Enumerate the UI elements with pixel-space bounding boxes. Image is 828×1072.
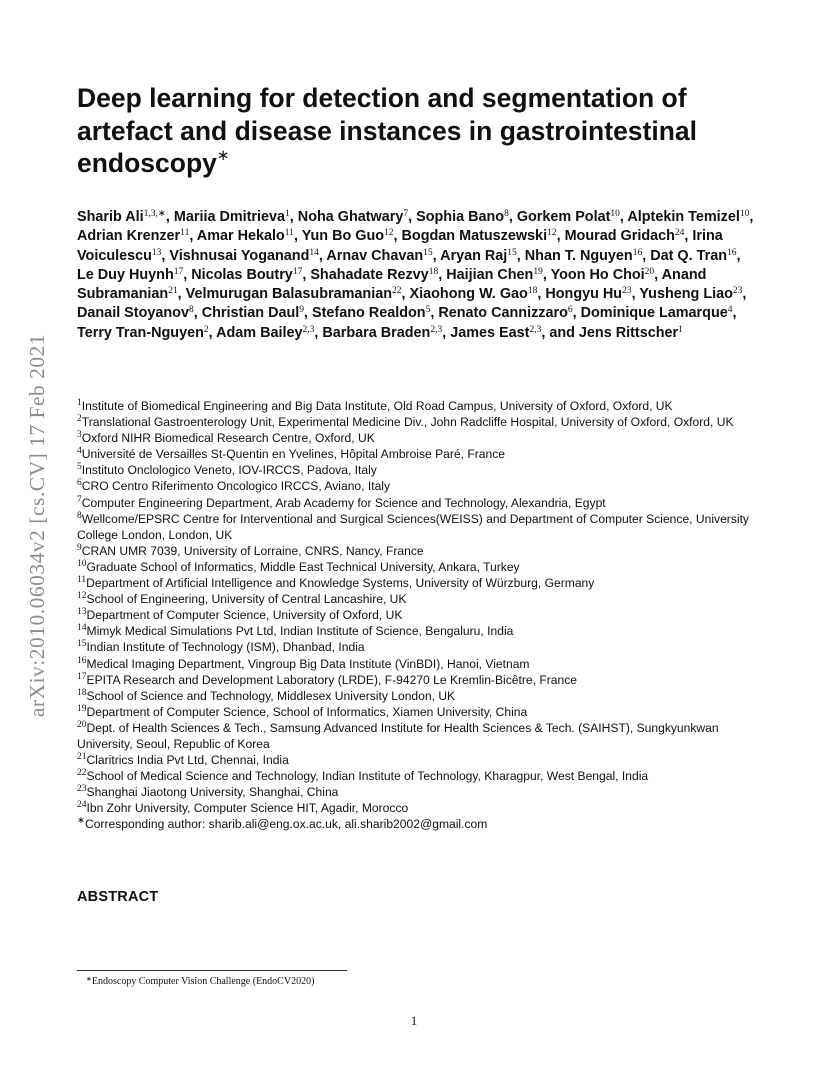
author-entry (302, 228, 394, 244)
affiliation-text: Department of Computer Science, School of Informatics, Xiamen University, China (86, 704, 528, 719)
affiliation-item (77, 430, 762, 446)
author-affiliation-marker: 10 (739, 209, 750, 219)
affiliation-item (77, 575, 762, 591)
author-name: Yoon Ho Choi (550, 266, 645, 283)
affiliation-number: 24 (77, 800, 87, 811)
affiliation-number: 15 (77, 639, 87, 650)
author-entry (545, 286, 631, 302)
author-affiliation-marker: 15 (423, 247, 433, 258)
affiliation-item (77, 784, 762, 800)
author-entry (169, 248, 318, 264)
affiliation-item (77, 543, 762, 559)
author-affiliation-marker: 1 (285, 209, 290, 219)
affiliation-number: 2 (77, 414, 82, 425)
author-affiliation-marker: 18 (527, 286, 538, 297)
author-entry (581, 305, 733, 321)
affiliation-number: 18 (77, 687, 87, 698)
affiliation-text: Oxford NIHR Biomedical Research Centre, Oxford, UK (81, 431, 375, 446)
author-entry (77, 325, 209, 341)
affiliation-text: Université de Versailles St-Quentin en Yvelines, Hôpital Ambroise Paré, France (81, 447, 506, 462)
author-entry (326, 248, 432, 264)
affiliation-item (77, 688, 762, 704)
author-affiliation-marker: 5 (425, 305, 431, 316)
author-separator: , (749, 209, 754, 225)
affiliation-number: 7 (77, 494, 82, 505)
affiliation-item (77, 446, 762, 462)
author-entry (77, 305, 194, 321)
affiliation-text: Instituto Onclologico Veneto, IOV-IRCCS, Padova, Italy (81, 463, 377, 478)
affiliation-item (77, 720, 762, 752)
affiliation-item (77, 607, 762, 623)
author-affiliation-marker: 23 (732, 286, 743, 297)
author-entry (174, 209, 290, 225)
author-name: Irina Voiculescu (77, 228, 723, 264)
affiliation-number: 11 (77, 575, 87, 586)
author-separator: , (736, 247, 741, 264)
author-entry (186, 286, 402, 302)
affiliation-number: 10 (77, 558, 87, 569)
author-affiliation-marker: 6 (567, 305, 573, 316)
author-affiliation-marker: 21 (168, 286, 178, 297)
author-affiliation-marker: 13 (151, 247, 162, 258)
affiliation-text: Translational Gastroenterology Unit, Experimental Medicine Div., John Radcliffe Hospital, University of Oxford, Oxford, UK (81, 415, 734, 430)
author-name: Amar Hekalo (196, 228, 285, 245)
affiliation-text: Dept. of Health Sciences & Tech., Samsung Advanced Institute for Health Sciences & Tech. (SAIHST), Sungkyunkwan University, Seoul, Republic of Korea (77, 720, 719, 751)
author-separator: , (556, 228, 565, 245)
author-name: Adrian Krenzer (77, 228, 181, 245)
author-affiliation-marker: 16 (727, 247, 737, 258)
author-name: Danail Stoyanov (77, 305, 189, 322)
affiliation-item (77, 559, 762, 575)
author-name: Arnav Chavan (326, 247, 424, 264)
author-separator: , (732, 305, 737, 322)
author-separator: , (177, 286, 186, 303)
author-affiliation-marker: 16 (632, 247, 643, 258)
author-entry (191, 267, 302, 283)
author-name: Hongyu Hu (545, 286, 623, 303)
author-name: Xiaohong W. Gao (409, 286, 528, 303)
author-entry (438, 305, 572, 321)
author-name: Vishnusai Yoganand (169, 247, 310, 264)
affiliation-text: School of Science and Technology, Middlesex University London, UK (86, 688, 456, 703)
author-affiliation-marker: 8 (504, 209, 509, 219)
author-separator: , (189, 228, 197, 245)
affiliation-number: 19 (77, 703, 87, 714)
author-name: Gorkem Polat (516, 209, 611, 225)
affiliation-item (77, 414, 762, 430)
author-separator: , (289, 209, 298, 225)
author-affiliation-marker: 2 (203, 324, 209, 335)
affiliation-item (77, 462, 762, 478)
author-entry (216, 325, 314, 341)
author-name: Anand Subramanian (77, 266, 707, 303)
footnote (86, 976, 314, 987)
author-name: Haijian Chen (446, 266, 534, 283)
abstract-heading: ABSTRACT (77, 889, 159, 905)
affiliation-number: 14 (77, 623, 87, 634)
affiliation-number: 12 (77, 591, 87, 602)
affiliation-number: 9 (77, 542, 82, 553)
author-separator: , (314, 324, 323, 341)
author-separator: , (293, 228, 302, 245)
affiliation-text: CRO Centro Riferimento Oncologico IRCCS, Aviano, Italy (81, 479, 391, 494)
author-entry (525, 248, 642, 264)
author-separator: , (430, 305, 439, 322)
affiliation-text: CRAN UMR 7039, University of Lorraine, CNRS, Nancy, France (81, 543, 424, 558)
author-entry (197, 228, 294, 244)
author-separator: , (408, 209, 417, 225)
affiliation-text: EPITA Research and Development Laboratory (LRDE), F-94270 Le Kremlin-Bicêtre, France (86, 672, 577, 687)
author-name: Renato Cannizzaro (438, 305, 568, 322)
author-separator: , (393, 228, 402, 245)
affiliation-item (77, 768, 762, 784)
author-separator: , (438, 266, 447, 283)
affiliation-text: Institute of Biomedical Engineering and Big Data Institute, Old Road Campus, University of Oxford, Oxford, UK (81, 399, 673, 413)
author-entry (402, 228, 557, 244)
affiliation-item (77, 656, 762, 672)
title-footnote-mark: ∗ (216, 148, 230, 164)
affiliation-number: 17 (77, 671, 87, 682)
affiliation-item (77, 591, 762, 607)
author-entry (650, 248, 736, 264)
author-affiliation-marker: 24 (674, 228, 685, 239)
author-separator: , (537, 286, 546, 303)
author-affiliation-marker: 11 (284, 228, 294, 239)
affiliation-text: Wellcome/EPSRC Centre for Interventional and Surgical Sciences(WEISS) and Department of Computer Science, University College London, London, UK (77, 511, 749, 542)
affiliation-item (77, 623, 762, 639)
author-name: Mariia Dmitrieva (173, 209, 286, 225)
author-name: Adam Bailey (216, 324, 303, 341)
affiliation-item (77, 752, 762, 768)
author-name: Nhan T. Nguyen (524, 247, 633, 264)
author-separator: , (432, 247, 441, 264)
author-entry (551, 267, 655, 283)
author-entry (312, 305, 430, 321)
author-entry (410, 286, 538, 302)
author-entry (579, 325, 683, 341)
affiliation-number: 4 (77, 446, 82, 457)
author-name: Sophia Bano (416, 209, 505, 225)
author-entry (322, 325, 442, 341)
affiliation-number: 23 (77, 784, 87, 795)
author-affiliation-marker: 20 (644, 266, 655, 277)
author-separator: , (642, 247, 651, 264)
footnote-divider (77, 970, 347, 971)
author-entry (565, 228, 685, 244)
author-separator: , (508, 209, 517, 225)
author-entry (202, 305, 304, 321)
affiliation-number: 1 (77, 398, 82, 408)
author-affiliation-marker: 1,3,∗ (143, 209, 166, 219)
author-entry (639, 286, 742, 302)
author-separator: , (161, 247, 170, 264)
author-separator: , (572, 305, 581, 322)
author-entry (627, 209, 749, 225)
author-entry (77, 209, 166, 225)
paper-title-text: Deep learning for detection and segmentation of artefact and disease instances in gastrointestinal endoscopy (77, 83, 698, 178)
author-separator: , (619, 209, 628, 225)
author-separator: , (318, 247, 327, 264)
author-name: Shahadate Rezvy (310, 266, 429, 283)
author-separator: , (631, 286, 640, 303)
author-separator: , (684, 228, 693, 245)
author-affiliation-marker: 9 (299, 305, 305, 316)
affiliation-text: Ibn Zohr University, Computer Science HIT, Agadir, Morocco (86, 801, 409, 816)
paper-title (77, 82, 777, 180)
author-affiliation-marker: 17 (292, 266, 303, 277)
affiliation-number: 22 (77, 768, 87, 779)
author-affiliation-marker: 8 (188, 305, 194, 316)
author-name: Dat Q. Tran (650, 247, 727, 264)
affiliation-text: Medical Imaging Department, Vingroup Big Data Institute (VinBDI), Hanoi, Vietnam (86, 656, 530, 671)
affiliation-list (77, 398, 762, 833)
author-affiliation-marker: 14 (309, 247, 319, 258)
author-separator: , (183, 266, 192, 283)
affiliation-text: Computer Engineering Department, Arab Academy for Science and Technology, Alexandria, Egypt (81, 495, 606, 510)
author-affiliation-marker: 23 (622, 286, 632, 297)
author-entry (416, 209, 509, 225)
affiliation-text: Claritrics India Pvt Ltd, Chennai, India (86, 753, 289, 768)
author-separator: , (302, 266, 311, 283)
author-separator: , (304, 305, 313, 322)
author-entry (77, 228, 189, 244)
author-affiliation-marker: 18 (428, 266, 439, 277)
affiliation-item (77, 495, 762, 511)
corresponding-author (77, 816, 762, 832)
author-separator: , (401, 286, 410, 303)
author-name: Christian Daul (201, 305, 300, 322)
author-name: Dominique Lamarque (580, 305, 728, 322)
author-entry (446, 267, 543, 283)
author-separator: , (542, 266, 551, 283)
affiliation-item (77, 672, 762, 688)
affiliation-number: 6 (77, 478, 82, 489)
author-name: Yun Bo Guo (301, 228, 385, 245)
affiliation-item (77, 704, 762, 720)
footnote-text: Endoscopy Computer Vision Challenge (EndoCV2020) (91, 976, 315, 987)
affiliation-item (77, 511, 762, 543)
author-list (77, 208, 757, 343)
affiliation-text: School of Medical Science and Technology, Indian Institute of Technology, Kharagpur, West Bengal, India (86, 769, 649, 784)
author-affiliation-marker: 22 (392, 286, 402, 297)
affiliation-text: Department of Artificial Intelligence and Knowledge Systems, University of Würzburg, Germany (86, 576, 595, 591)
author-affiliation-marker: 7 (403, 209, 409, 219)
author-affiliation-marker: 19 (533, 266, 543, 277)
affiliation-number: 3 (77, 430, 82, 441)
affiliation-number: 5 (77, 462, 82, 473)
affiliation-number: 21 (77, 752, 87, 763)
author-affiliation-marker: 1 (678, 324, 683, 335)
affiliation-number: 8 (77, 510, 82, 521)
author-name: Sharib Ali (77, 209, 144, 225)
author-affiliation-marker: 2,3 (302, 324, 315, 335)
author-entry (440, 248, 517, 264)
affiliation-text: School of Engineering, University of Central Lancashire, UK (86, 592, 407, 607)
arxiv-identifier-text: arXiv:2010.06034v2 [cs.CV] 17 Feb 2021 (25, 333, 50, 717)
author-separator: , (165, 209, 174, 225)
author-name: Mourad Gridach (564, 228, 675, 245)
author-name: James East (450, 324, 530, 341)
author-name: Nicolas Boutry (191, 266, 293, 283)
author-name: Velmurugan Balasubramanian (185, 286, 393, 303)
footnote-mark: ∗ (86, 975, 92, 983)
author-affiliation-marker: 17 (173, 266, 184, 277)
affiliation-item (77, 478, 762, 494)
author-name: Barbara Braden (322, 324, 431, 341)
author-separator: , (742, 286, 747, 303)
author-separator: , (208, 324, 217, 341)
author-separator: , and (541, 324, 579, 341)
author-affiliation-marker: 2,3 (430, 324, 443, 335)
corresponding-text: Corresponding author: sharib.ali@eng.ox.ac.uk, ali.sharib2002@gmail.com (84, 817, 488, 832)
author-name: Stefano Realdon (312, 305, 426, 322)
author-entry (298, 209, 408, 225)
author-entry (77, 267, 183, 283)
author-affiliation-marker: 12 (547, 228, 557, 239)
arxiv-identifier-stamp (20, 290, 56, 760)
affiliation-text: Graduate School of Informatics, Middle East Technical University, Ankara, Turkey (86, 559, 520, 574)
author-name: Aryan Raj (440, 247, 508, 264)
affiliation-text: Indian Institute of Technology (ISM), Dhanbad, India (86, 640, 365, 655)
affiliation-number: 20 (77, 719, 87, 730)
author-entry (517, 209, 620, 225)
author-affiliation-marker: 10 (610, 209, 620, 219)
affiliation-item (77, 800, 762, 816)
author-name: Bogdan Matuszewski (401, 228, 548, 245)
affiliation-text: Department of Computer Science, University of Oxford, UK (86, 608, 403, 623)
corresponding-mark: ∗ (77, 816, 85, 827)
affiliation-number: 13 (77, 607, 87, 618)
affiliation-item (77, 639, 762, 655)
author-affiliation-marker: 12 (384, 228, 394, 239)
author-name: Jens Rittscher (578, 324, 679, 341)
author-affiliation-marker: 2,3 (529, 324, 542, 335)
author-name: Le Duy Huynh (77, 266, 174, 283)
author-affiliation-marker: 4 (727, 305, 733, 316)
author-name: Terry Tran-Nguyen (77, 324, 204, 341)
author-entry (310, 267, 438, 283)
author-entry (450, 325, 541, 341)
author-affiliation-marker: 11 (180, 228, 190, 239)
author-name: Yusheng Liao (639, 286, 733, 303)
affiliation-text: Shanghai Jiaotong University, Shanghai, China (86, 785, 339, 800)
author-separator: , (193, 305, 202, 322)
author-separator: , (442, 324, 451, 341)
author-name: Noha Ghatwary (297, 209, 404, 225)
affiliation-item (77, 398, 762, 414)
author-affiliation-marker: 15 (507, 247, 517, 258)
author-separator: , (654, 266, 662, 283)
affiliation-number: 16 (77, 655, 87, 666)
affiliation-text: Mimyk Medical Simulations Pvt Ltd, Indian Institute of Science, Bengaluru, India (86, 624, 514, 639)
author-name: Alptekin Temizel (627, 209, 740, 225)
author-separator: , (516, 247, 525, 264)
page-number: 1 (410, 1013, 418, 1028)
